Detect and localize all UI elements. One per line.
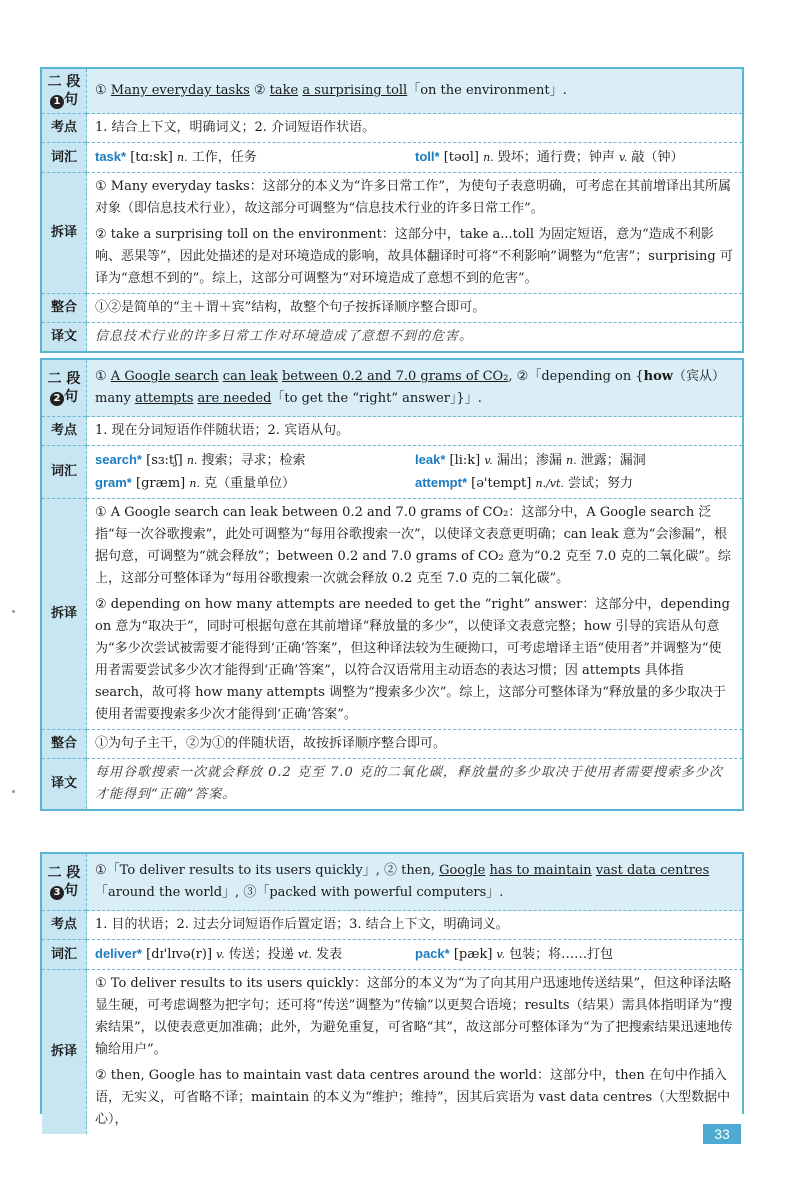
sentence-text: ① Many everyday tasks ② take a surprising toll「on the environment」.	[87, 69, 743, 114]
sentence-label: 二 段 3 句	[42, 854, 87, 911]
kaodian-label: 考点	[42, 911, 87, 940]
margin-dot	[12, 610, 15, 613]
cihui-label: 词汇	[42, 143, 87, 173]
sentence-label: 二 段 2 句	[42, 360, 87, 417]
page-number: 33	[703, 1124, 741, 1144]
yiwen-label: 译文	[42, 759, 87, 810]
zhenghe-label: 整合	[42, 294, 87, 323]
chaiyi-text: ① Many everyday tasks：这部分的本义为“许多日常工作”，为使句子表意明确，可考虑在其前增译出其所属对象（即信息技术行业），故这部分可调整为“信息技术行业的许多日常工作”。 ② take a surprising toll on the environment：这部分中，take a...toll 为固定短语，意为“造成不利影响、恶果等”，因此处描述的是对环境造成的影响，故具体翻译时可将“不利影响”调整为“危害”；surprising 可译为“意想不到的”。综上，这部分可调整为“对环境造成了意想不到的危害”。	[87, 173, 743, 294]
vocab-list: search* [sɜ:tʃ] n. 搜索；寻求；检索 leak* [li:k] v. 漏出；渗漏 n. 泄露；漏洞 gram* [græm] n. 克（重量单位） attempt* [ə'tempt] n./vt. 尝试；努力	[87, 446, 743, 499]
sentence-block-1	[40, 67, 744, 353]
margin-dot	[12, 790, 15, 793]
sentence-text: ①「To deliver results to its users quickly」, ② then, Google has to maintain vast data centres「around the world」, ③「packed with powerful computers」.	[87, 854, 743, 911]
zhenghe-text: ①②是简单的“主＋谓＋宾”结构，故整个句子按拆译顺序整合即可。	[87, 294, 743, 323]
chaiyi-label: 拆译	[42, 173, 87, 294]
vocab-list: task* [tɑ:sk] n. 工作，任务 toll* [təʊl] n. 毁坏；通行费；钟声 v. 敲（钟）	[87, 143, 743, 173]
chaiyi-label: 拆译	[42, 970, 87, 1135]
chaiyi-text: ① To deliver results to its users quickly：这部分的本义为“为了向其用户迅速地传送结果”，但这种译法略显生硬，可考虑调整为把字句；还可将“传送”调整为“传输”以更契合语境；results（结果）需具体指明译为“搜索结果”，以使表意更加准确；此外，为避免重复，可省略“其”，故这部分可整体译为“为了把搜索结果迅速地传输给用户”。 ② then, Google has to maintain vast data centres around the world：这部分中，then 在句中作插入语，无实义，可省略不译；maintain 的本义为“维护；维持”，因其后宾语为 vast data centres（大型数据中心），	[87, 970, 743, 1135]
kaodian-text: 1. 目的状语；2. 过去分词短语作后置定语；3. 结合上下文，明确词义。	[87, 911, 743, 940]
zhenghe-label: 整合	[42, 730, 87, 759]
chaiyi-label: 拆译	[42, 499, 87, 730]
sentence-text: ① A Google search can leak between 0.2 and 7.0 grams of CO₂, ②「depending on {how（宾从）many attempts are needed「to get the “right” answer」}」.	[87, 360, 743, 417]
cihui-label: 词汇	[42, 446, 87, 499]
kaodian-text: 1. 现在分词短语作伴随状语；2. 宾语从句。	[87, 417, 743, 446]
vocab-list: deliver* [dɪ'lɪvə(r)] v. 传送；投递 vt. 发表 pack* [pæk] v. 包装；将……打包	[87, 940, 743, 970]
kaodian-label: 考点	[42, 417, 87, 446]
sentence-label: 二 段 1 句	[42, 69, 87, 114]
kaodian-label: 考点	[42, 114, 87, 143]
kaodian-text: 1. 结合上下文，明确词义；2. 介词短语作状语。	[87, 114, 743, 143]
chaiyi-text: ① A Google search can leak between 0.2 and 7.0 grams of CO₂：这部分中，A Google search 泛指“每一次谷歌搜索”，此处可调整为“每用谷歌搜索一次”，以使译文表意更明确；can leak 意为“会渗漏”，根据句意，可调整为“就会释放”；between 0.2 and 7.0 grams of CO₂ 意为“0.2 克至 7.0 克的二氧化碳”。综上，这部分可整体译为“每用谷歌搜索一次就会释放 0.2 克至 7.0 克的二氧化碳”。 ② depending on how many attempts are needed to get the “right” answer：这部分中，depending on 意为“取决于”，同时可根据句意在其前增译“释放量的多少”，以使译文表意完整；how 引导的宾语从句意为“多少次尝试被需要才能得到‘正确’答案”，但这种译法较为生硬拗口，可考虑增译主语“使用者”并调整为“使用者需要尝试多少次才能得到‘正确’答案”，以符合汉语常用主动语态的表达习惯；因 attempts 具体指 search，故可将 how many attempts 调整为“搜索多少次”。综上，这部分可整体译为“释放量的多少取决于使用者需要搜索多少次才能得到‘正确’答案”。	[87, 499, 743, 730]
yiwen-text: 每用谷歌搜索一次就会释放 0.2 克至 7.0 克的二氧化碳，释放量的多少取决于使用者需要搜索多少次才能得到“正确”答案。	[87, 759, 743, 810]
zhenghe-text: ①为句子主干，②为①的伴随状语，故按拆译顺序整合即可。	[87, 730, 743, 759]
yiwen-label: 译文	[42, 323, 87, 352]
cihui-label: 词汇	[42, 940, 87, 970]
sentence-block-2	[40, 358, 744, 811]
yiwen-text: 信息技术行业的许多日常工作对环境造成了意想不到的危害。	[87, 323, 743, 352]
sentence-block-3	[40, 852, 744, 1127]
